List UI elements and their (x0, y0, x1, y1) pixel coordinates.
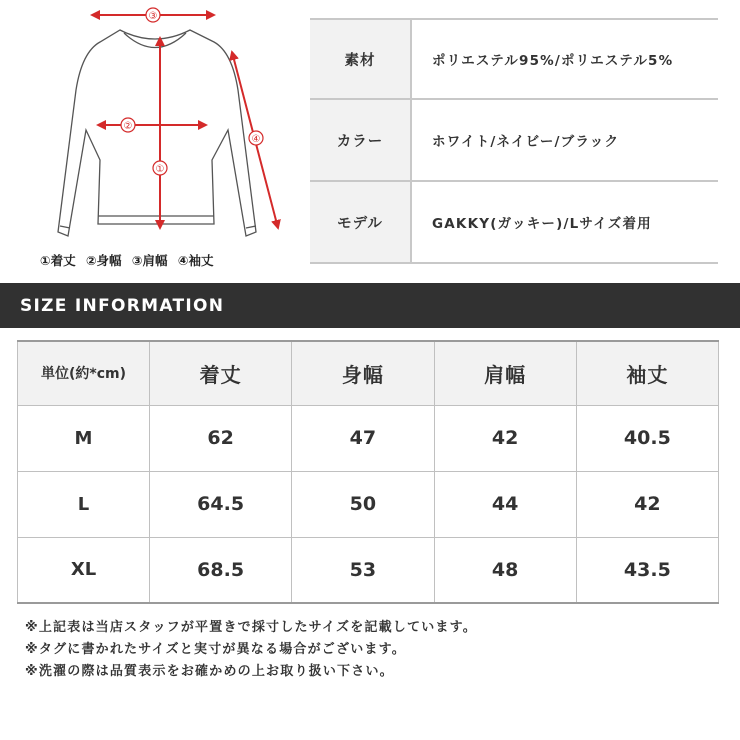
cell-body-width: 53 (292, 537, 434, 603)
marker-4 (249, 131, 263, 145)
unit-label: 単位(約*cm) (18, 341, 150, 405)
spec-value: ポリエステル95%/ポリエステル5% (432, 53, 674, 69)
cell-sleeve-length: 43.5 (576, 537, 718, 603)
size-label: XL (18, 537, 150, 603)
size-table (17, 340, 719, 604)
garment-outline (58, 30, 256, 236)
column-sleeve-length: 袖丈 (576, 341, 718, 405)
spec-label: カラー (310, 100, 412, 180)
svg-text:④: ④ (251, 134, 261, 145)
spec-label: モデル (310, 182, 412, 262)
spec-row-color (310, 100, 718, 182)
cell-shoulder-width: 42 (434, 405, 576, 471)
column-length: 着丈 (150, 341, 292, 405)
spec-row-material (310, 18, 718, 100)
marker-1 (153, 161, 167, 175)
cell-body-width: 47 (292, 405, 434, 471)
cell-length: 64.5 (150, 471, 292, 537)
column-body-width: 身幅 (292, 341, 434, 405)
cell-shoulder-width: 44 (434, 471, 576, 537)
marker-2 (121, 118, 135, 132)
garment-diagram (0, 0, 300, 280)
svg-text:③: ③ (148, 11, 158, 22)
spec-value: GAKKY(ガッキー)/Lサイズ着用 (432, 216, 652, 232)
note-washing: ※洗濯の際は品質表示をお確かめの上お取り扱い下さい。 (25, 664, 394, 679)
legend-shoulder-width: ③肩幅 (131, 253, 168, 268)
notes (25, 617, 725, 683)
cell-body-width: 50 (292, 471, 434, 537)
spec-table (310, 18, 718, 264)
cell-sleeve-length: 42 (576, 471, 718, 537)
table-row (18, 405, 719, 471)
diagram-legend (40, 251, 300, 271)
marker-3 (146, 8, 160, 22)
cell-length: 62 (150, 405, 292, 471)
size-label: M (18, 405, 150, 471)
column-shoulder-width: 肩幅 (434, 341, 576, 405)
size-label: L (18, 471, 150, 537)
table-row (18, 471, 719, 537)
legend-length: ①着丈 (40, 253, 76, 268)
size-information-banner (0, 283, 740, 328)
svg-text:②: ② (123, 121, 133, 132)
note-measurement: ※上記表は当店スタッフが平置きで採寸したサイズを記載しています。 (25, 620, 477, 635)
legend-sleeve-length: ④袖丈 (177, 253, 214, 268)
sweatshirt-outline-icon (0, 0, 300, 250)
banner-title: SIZE INFORMATION (20, 295, 225, 316)
spec-label: 素材 (310, 20, 412, 98)
spec-value: ホワイト/ネイビー/ブラック (432, 134, 620, 150)
spec-row-model (310, 182, 718, 264)
cell-length: 68.5 (150, 537, 292, 603)
cell-sleeve-length: 40.5 (576, 405, 718, 471)
legend-body-width: ②身幅 (85, 253, 122, 268)
table-row (18, 537, 719, 603)
size-table-header (18, 341, 719, 405)
svg-text:①: ① (155, 164, 165, 175)
note-tag-size: ※タグに書かれたサイズと実寸が異なる場合がございます。 (25, 642, 406, 657)
cell-shoulder-width: 48 (434, 537, 576, 603)
